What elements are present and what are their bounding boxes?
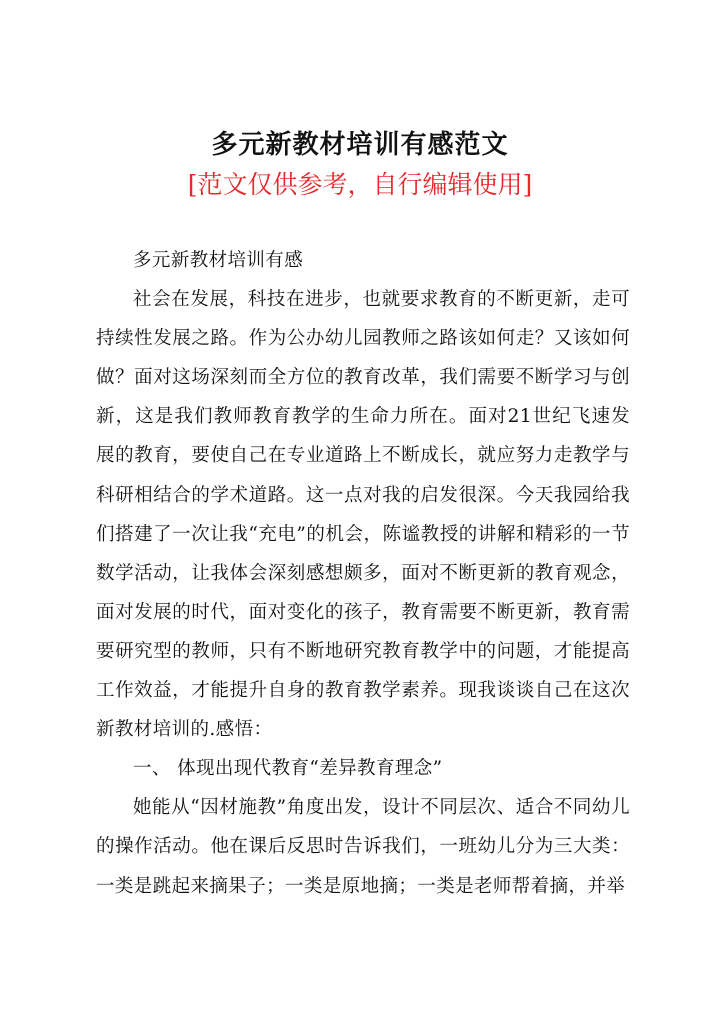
- document-subtitle: [范文仅供参考，自行编辑使用]: [187, 170, 533, 199]
- sub-heading: 一、 体现出现代教育“差异教育理念”: [133, 758, 443, 780]
- section-heading: 多元新教材培训有感: [133, 250, 304, 271]
- document-title: 多元新教材培训有感范文: [211, 130, 509, 160]
- document-body: [96, 241, 630, 906]
- body-paragraph: 社会在发展，科技在进步，也就要求教育的不断更新，走可持续性发展之路。作为公办幼儿园教师之路该如何走？又该如何做？面对这场深刻而全方位的教育改革，我们需要不断学习与创新，这是我们教师教育教学的生命力所在。面对21世纪飞速发展的教育，要使自己在专业道路上不断成长，就应努力走教学与科研相结合的学术道路。这一点对我的启发很深。今天我园给我们搭建了一次让我“充电”的机会，陈谧教授的讲解和精彩的一节数学活动，让我体会深刻感想颇多，面对不断更新的教育观念，面对发展的时代，面对变化的孩子，教育需要不断更新，教育需要研究型的教师，只有不断地研究教育教学中的问题，才能提高工作效益，才能提升自身的教育教学素养。现我谈谈自己在这次新教材培训的.感悟：: [96, 289, 630, 741]
- body-paragraph: 她能从“因材施教”角度出发，设计不同层次、适合不同幼儿的操作活动。他在课后反思时告诉我们，一班幼儿分为三大类：一类是跳起来摘果子；一类是原地摘；一类是老师帮着摘，并举: [96, 797, 630, 897]
